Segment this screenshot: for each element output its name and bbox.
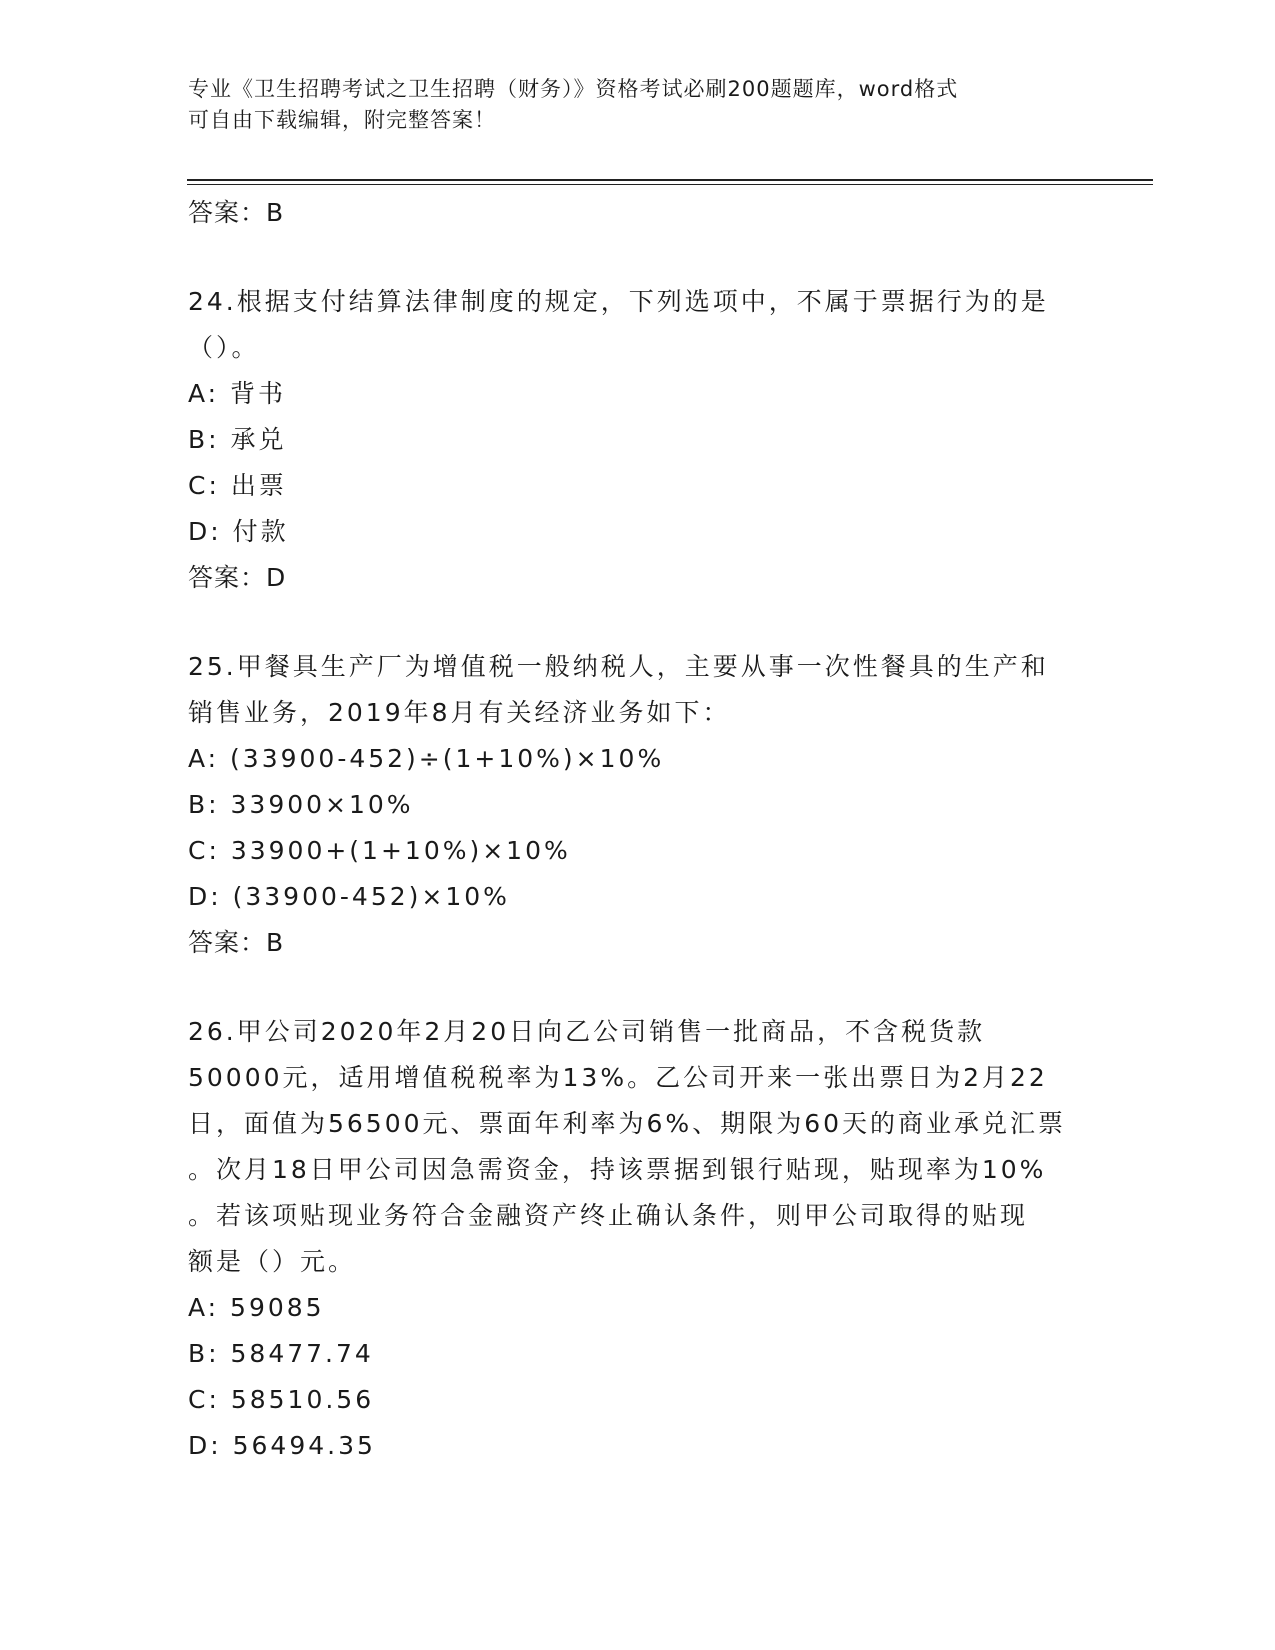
- header-line-1: 专业《卫生招聘考试之卫生招聘（财务）》资格考试必刷200题题库，word格式: [188, 77, 959, 101]
- header-line-2: 可自由下载编辑，附完整答案！: [188, 108, 496, 132]
- question-26-stem-line-3: 日，面值为56500元、票面年利率为6%、期限为60天的商业承兑汇票: [188, 1109, 1067, 1138]
- question-26-stem-line-5: 。若该项贴现业务符合金融资产终止确认条件，则甲公司取得的贴现: [188, 1201, 1029, 1230]
- question-25-option-a: A: (33900-452)÷(1+10%)×10%: [188, 744, 665, 773]
- question-26-option-a: A: 59085: [188, 1293, 325, 1322]
- answer-prev: 答案：B: [188, 198, 285, 227]
- question-content: [188, 190, 1088, 1469]
- question-24-stem-line-2: （）。: [188, 333, 260, 362]
- question-26-stem-line-2: 50000元，适用增值税税率为13%。乙公司开来一张出票日为2月22: [188, 1063, 1048, 1092]
- document-header: [188, 74, 1088, 136]
- question-24-option-d: D: 付款: [188, 517, 289, 546]
- question-26-stem-line-6: 额是（）元。: [188, 1247, 357, 1276]
- question-24-stem-line-1: 24.根据支付结算法律制度的规定，下列选项中，不属于票据行为的是: [188, 287, 1049, 316]
- question-26-option-c: C: 58510.56: [188, 1385, 375, 1414]
- question-25-option-d: D: (33900-452)×10%: [188, 882, 510, 911]
- spacer: [188, 236, 1088, 279]
- question-25-option-b: B: 33900×10%: [188, 790, 414, 819]
- question-26: [188, 1009, 1088, 1469]
- question-24: [188, 279, 1088, 601]
- question-25-option-c: C: 33900+(1+10%)×10%: [188, 836, 571, 865]
- question-24-answer: 答案：D: [188, 563, 287, 592]
- question-26-option-b: B: 58477.74: [188, 1339, 374, 1368]
- question-26-option-d: D: 56494.35: [188, 1431, 376, 1460]
- header-divider: [187, 179, 1153, 181]
- question-26-stem-line-1: 26.甲公司2020年2月20日向乙公司销售一批商品，不含税货款: [188, 1017, 986, 1046]
- question-25-answer: 答案：B: [188, 928, 285, 957]
- question-25: [188, 644, 1088, 966]
- question-25-stem-line-1: 25.甲餐具生产厂为增值税一般纳税人，主要从事一次性餐具的生产和: [188, 652, 1049, 681]
- spacer: [188, 601, 1088, 644]
- question-25-stem-line-2: 销售业务，2019年8月有关经济业务如下：: [188, 698, 731, 727]
- spacer: [188, 966, 1088, 1009]
- question-24-option-c: C: 出票: [188, 471, 287, 500]
- question-24-option-b: B: 承兑: [188, 425, 287, 454]
- question-26-stem-line-4: 。次月18日甲公司因急需资金，持该票据到银行贴现，贴现率为10%: [188, 1155, 1047, 1184]
- header-divider-thin: [187, 184, 1153, 185]
- question-24-option-a: A: 背书: [188, 379, 287, 408]
